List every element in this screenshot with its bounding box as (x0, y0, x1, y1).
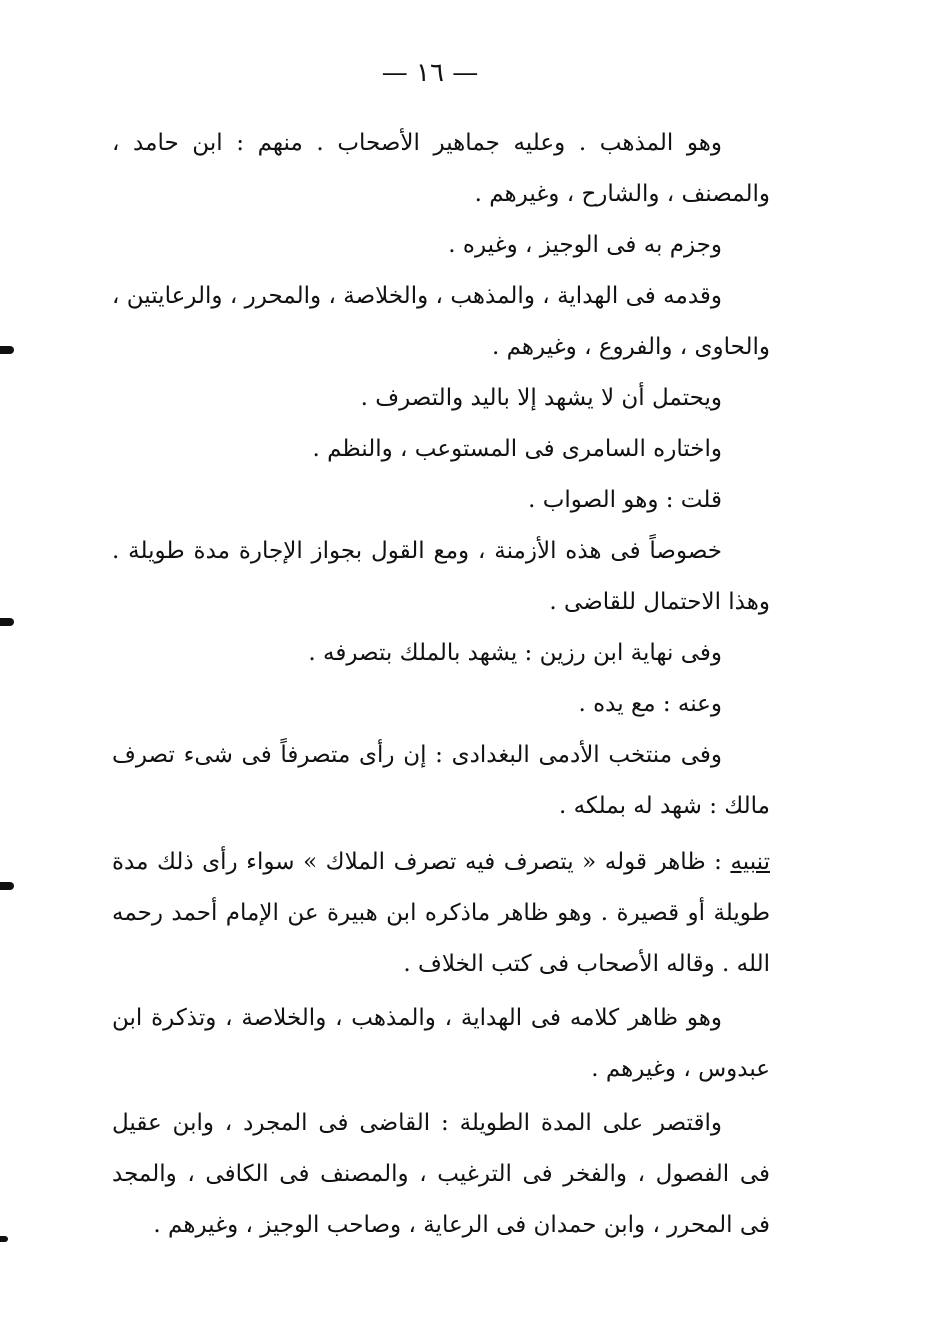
paragraph: واختاره السامرى فى المستوعب ، والنظم . (312, 436, 722, 462)
paragraph: ويحتمل أن لا يشهد إلا باليد والتصرف . (360, 385, 722, 411)
main-text (112, 118, 770, 1251)
note-text: : ظاهر قوله « يتصرف فيه تصرف الملاك » سواء رأى ذلك مدة طويلة أو قصيرة . وهو ظاهر ماذكره ابن هبيرة عن الإمام أحمد رحمه الله . وقاله الأصحاب فى كتب الخلاف . (112, 849, 770, 977)
paragraph: وقدمه فى الهداية ، والمذهب ، والخلاصة ، والمحرر ، والرعايتين ، والحاوى ، والفروع ، وغيرهم . (112, 283, 770, 360)
binding-hole-mark (0, 346, 14, 354)
note-label: تنبيه (730, 849, 770, 875)
paragraph: وفى نهاية ابن رزين : يشهد بالملك بتصرفه . (308, 640, 722, 666)
paragraph: خصوصاً فى هذه الأزمنة ، ومع القول بجواز الإجارة مدة طويلة . وهذا الاحتمال للقاضى . (112, 538, 770, 615)
page-number: — ١٦ — (381, 58, 479, 88)
paragraph: وفى منتخب الأدمى البغدادى : إن رأى متصرفاً فى شىء تصرف مالك : شهد له بملكه . (112, 742, 770, 819)
binding-hole-mark (0, 1236, 8, 1242)
paragraph: قلت : وهو الصواب . (528, 487, 722, 513)
paragraph: واقتصر على المدة الطويلة : القاضى فى المجرد ، وابن عقيل فى الفصول ، والفخر فى الترغيب ، والمصنف فى الكافى ، والمجد فى المحرر ، وابن حمدان فى الرعاية ، وصاحب الوجيز ، وغيرهم . (112, 1110, 770, 1238)
paragraph: وجزم به فى الوجيز ، وغيره . (448, 232, 722, 258)
binding-hole-mark (0, 882, 14, 890)
paragraph: وعنه : مع يده . (578, 691, 722, 717)
note-paragraph (112, 837, 770, 990)
paragraph: وهو المذهب . وعليه جماهير الأصحاب . منهم : ابن حامد ، والمصنف ، والشارح ، وغيرهم . (112, 130, 770, 207)
paragraph: وهو ظاهر كلامه فى الهداية ، والمذهب ، والخلاصة ، وتذكرة ابن عبدوس ، وغيرهم . (112, 1005, 770, 1082)
binding-hole-mark (0, 618, 14, 626)
